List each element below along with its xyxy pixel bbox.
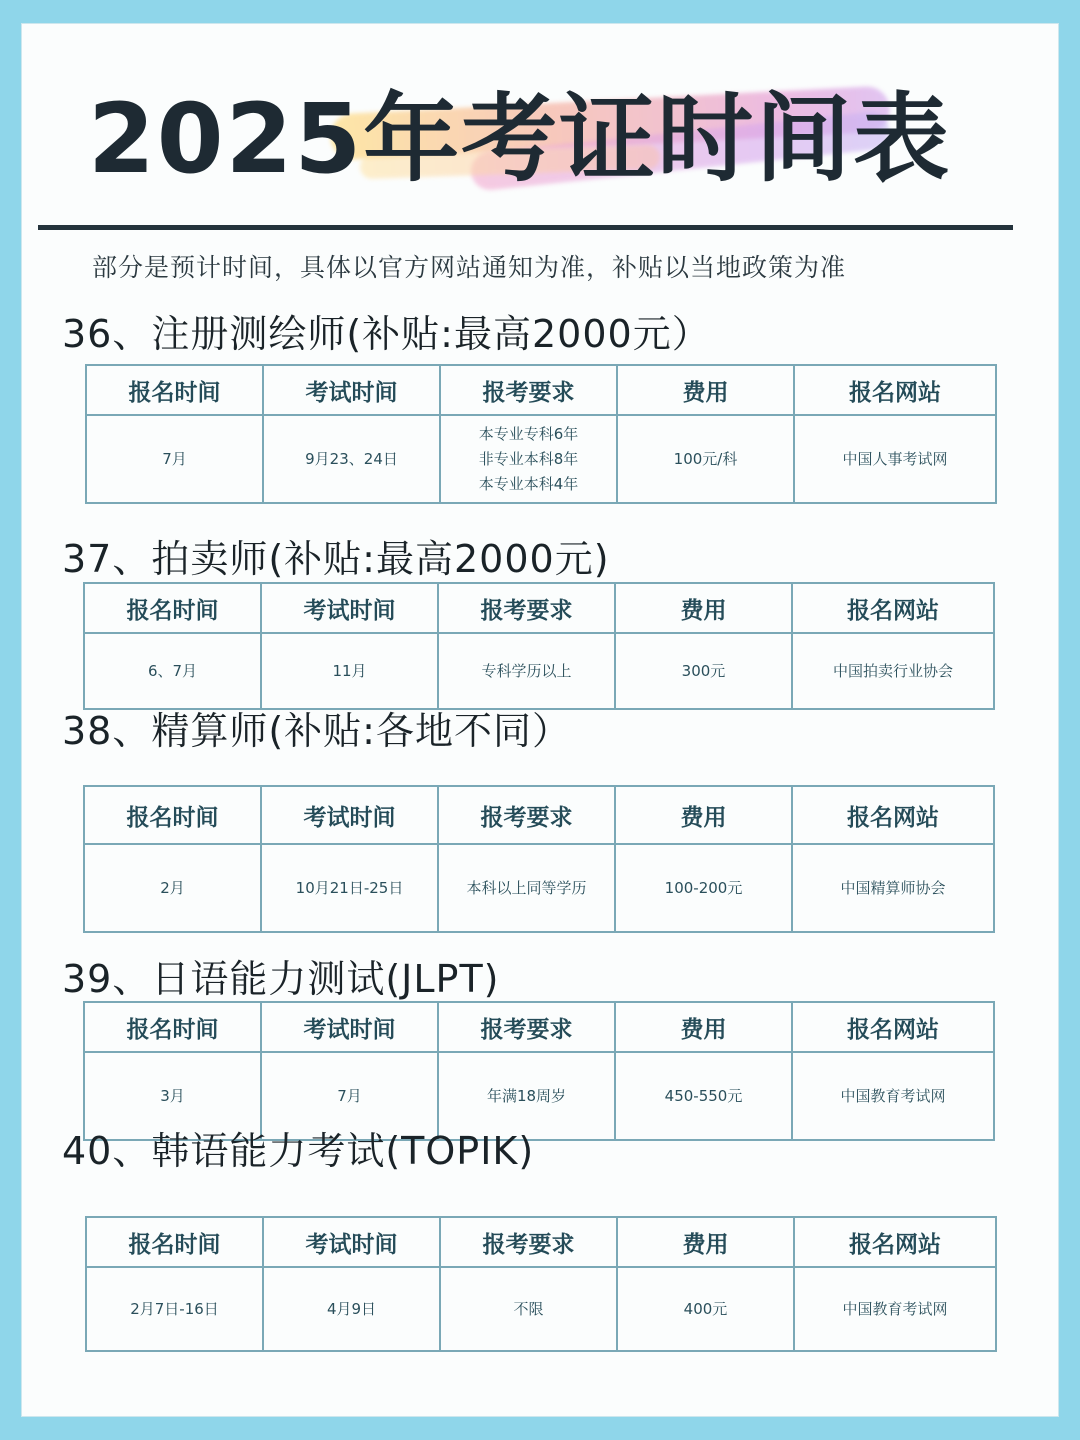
page-title: 2025年考证时间表 bbox=[88, 83, 952, 195]
cell-fee: 400元 bbox=[617, 1267, 794, 1351]
section-title: 36、注册测绘师(补贴:最高2000元） bbox=[62, 312, 711, 356]
section-title: 40、韩语能力考试(TOPIK) bbox=[62, 1129, 535, 1173]
header-website: 报名网站 bbox=[792, 786, 994, 844]
section-title: 38、精算师(补贴:各地不同） bbox=[62, 709, 571, 753]
header-exam-time: 考试时间 bbox=[263, 1217, 440, 1267]
header-fee: 费用 bbox=[615, 1002, 792, 1052]
cell-signup-time: 2月 bbox=[84, 844, 261, 932]
cell-exam-time: 10月21日-25日 bbox=[261, 844, 438, 932]
cell-exam-time: 7月 bbox=[261, 1052, 438, 1140]
table-row bbox=[84, 633, 994, 709]
cell-signup-time: 6、7月 bbox=[84, 633, 261, 709]
exam-table bbox=[83, 582, 995, 710]
cell-fee: 450-550元 bbox=[615, 1052, 792, 1140]
cell-website: 中国拍卖行业协会 bbox=[792, 633, 994, 709]
cell-signup-time: 2月7日-16日 bbox=[86, 1267, 263, 1351]
cell-website: 中国教育考试网 bbox=[794, 1267, 996, 1351]
header-website: 报名网站 bbox=[792, 1002, 994, 1052]
header-requirements: 报考要求 bbox=[440, 1217, 617, 1267]
header-exam-time: 考试时间 bbox=[261, 583, 438, 633]
cell-requirements: 年满18周岁 bbox=[438, 1052, 615, 1140]
header-requirements: 报考要求 bbox=[438, 1002, 615, 1052]
header-requirements: 报考要求 bbox=[438, 786, 615, 844]
header-fee: 费用 bbox=[615, 786, 792, 844]
cell-requirements: 本专业专科6年 非专业本科8年 本专业本科4年 bbox=[440, 415, 617, 503]
section-title: 37、拍卖师(补贴:最高2000元) bbox=[62, 537, 610, 581]
header-signup-time: 报名时间 bbox=[84, 786, 261, 844]
header-requirements: 报考要求 bbox=[440, 365, 617, 415]
header-website: 报名网站 bbox=[794, 365, 996, 415]
cell-exam-time: 4月9日 bbox=[263, 1267, 440, 1351]
header-website: 报名网站 bbox=[792, 583, 994, 633]
cell-fee: 300元 bbox=[615, 633, 792, 709]
table-row bbox=[86, 1267, 996, 1351]
cell-exam-time: 9月23、24日 bbox=[263, 415, 440, 503]
exam-table bbox=[83, 785, 995, 933]
header-exam-time: 考试时间 bbox=[261, 786, 438, 844]
header-exam-time: 考试时间 bbox=[263, 365, 440, 415]
cell-website: 中国人事考试网 bbox=[794, 415, 996, 503]
cell-signup-time: 7月 bbox=[86, 415, 263, 503]
exam-table bbox=[85, 364, 997, 504]
header-requirements: 报考要求 bbox=[438, 583, 615, 633]
header-signup-time: 报名时间 bbox=[84, 583, 261, 633]
table-row bbox=[86, 415, 996, 503]
cell-fee: 100-200元 bbox=[615, 844, 792, 932]
cell-website: 中国教育考试网 bbox=[792, 1052, 994, 1140]
cell-exam-time: 11月 bbox=[261, 633, 438, 709]
header-exam-time: 考试时间 bbox=[261, 1002, 438, 1052]
header-signup-time: 报名时间 bbox=[86, 365, 263, 415]
header-fee: 费用 bbox=[617, 365, 794, 415]
cell-signup-time: 3月 bbox=[84, 1052, 261, 1140]
page-subtitle: 部分是预计时间，具体以官方网站通知为准，补贴以当地政策为准 bbox=[92, 253, 847, 282]
header-signup-time: 报名时间 bbox=[84, 1002, 261, 1052]
cell-fee: 100元/科 bbox=[617, 415, 794, 503]
table-row bbox=[84, 844, 994, 932]
header-signup-time: 报名时间 bbox=[86, 1217, 263, 1267]
cell-requirements: 本科以上同等学历 bbox=[438, 844, 615, 932]
header-fee: 费用 bbox=[615, 583, 792, 633]
section-title: 39、日语能力测试(JLPT) bbox=[62, 957, 500, 1001]
exam-table bbox=[85, 1216, 997, 1352]
header-website: 报名网站 bbox=[794, 1217, 996, 1267]
header-fee: 费用 bbox=[617, 1217, 794, 1267]
cell-website: 中国精算师协会 bbox=[792, 844, 994, 932]
title-divider bbox=[38, 225, 1013, 230]
cell-requirements: 不限 bbox=[440, 1267, 617, 1351]
cell-requirements: 专科学历以上 bbox=[438, 633, 615, 709]
